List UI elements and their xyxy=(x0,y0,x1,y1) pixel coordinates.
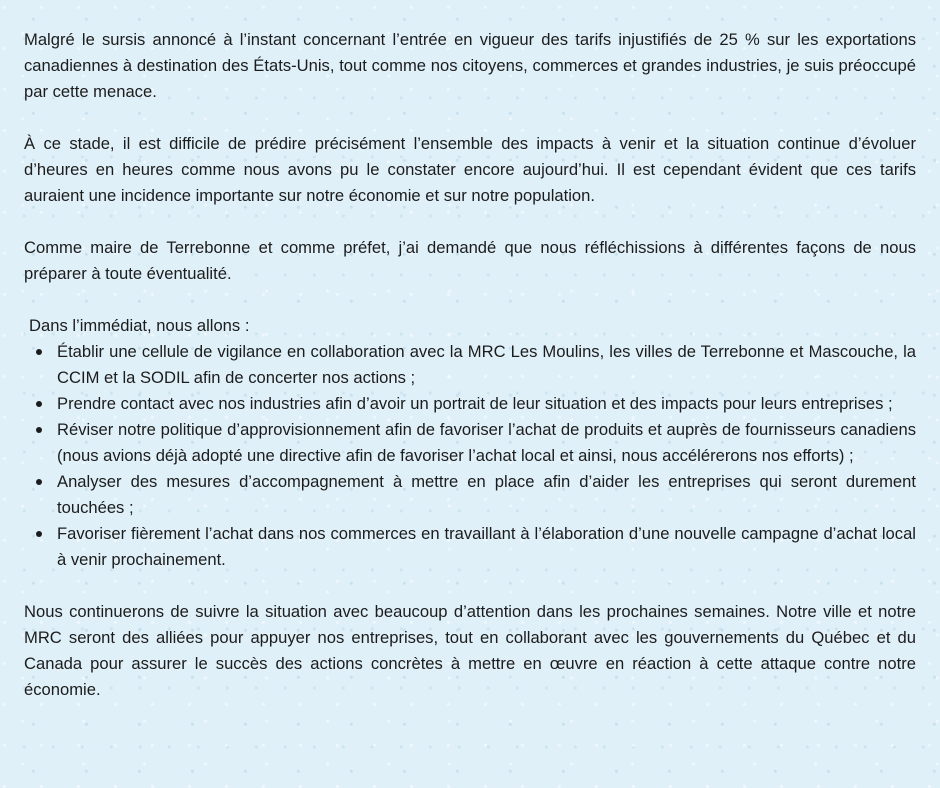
list-item xyxy=(57,339,916,391)
statement-document xyxy=(24,27,916,703)
list-item xyxy=(57,391,916,417)
actions-intro: Dans l’immédiat, nous allons : xyxy=(29,316,250,335)
action-text: Prendre contact avec nos industries afin d’avoir un portrait de leur situation et des impacts pour leurs entreprises ; xyxy=(57,394,893,413)
bullet-icon xyxy=(36,427,42,433)
bullet-icon xyxy=(36,349,42,355)
paragraph-tariff-concern: Malgré le sursis annoncé à l’instant concernant l’entrée en vigueur des tarifs injustifiés de 25 % sur les exportations canadiennes à destination des États-Unis, tout comme nos citoyens, commerces et grandes industries, je suis préoccupé par cette menace. xyxy=(24,30,916,101)
action-text: Réviser notre politique d’approvisionnement afin de favoriser l’achat de produits et auprès de fournisseurs canadiens (nous avions déjà adopté une directive afin de favoriser l’achat local et ainsi, nous accélérerons nos efforts) ; xyxy=(57,420,916,465)
bullet-icon xyxy=(36,479,42,485)
paragraph-mayor-request: Comme maire de Terrebonne et comme préfet, j’ai demandé que nous réfléchissions à différentes façons de nous préparer à toute éventualité. xyxy=(24,238,916,283)
bullet-icon xyxy=(36,531,42,537)
paragraph-closing: Nous continuerons de suivre la situation avec beaucoup d’attention dans les prochaines semaines. Notre ville et notre MRC seront des alliées pour appuyer nos entreprises, tout en collaborant avec les gouvernements du Québec et du Canada pour assurer le succès des actions concrètes à mettre en œuvre en réaction à cette attaque contre notre économie. xyxy=(24,602,916,699)
list-item xyxy=(57,521,916,573)
bullet-icon xyxy=(36,401,42,407)
action-text: Établir une cellule de vigilance en collaboration avec la MRC Les Moulins, les villes de Terrebonne et Mascouche, la CCIM et la SODIL afin de concerter nos actions ; xyxy=(57,342,916,387)
action-text: Favoriser fièrement l’achat dans nos commerces en travaillant à l’élaboration d’une nouvelle campagne d’achat local à venir prochainement. xyxy=(57,524,916,569)
action-text: Analyser des mesures d’accompagnement à mettre en place afin d’aider les entreprises qui seront durement touchées ; xyxy=(57,472,916,517)
list-item xyxy=(57,469,916,521)
paragraph-impacts: À ce stade, il est difficile de prédire précisément l’ensemble des impacts à venir et la situation continue d’évoluer d’heures en heures comme nous avons pu le constater encore aujourd’hui. Il est cependant évident que ces tarifs auraient une incidence importante sur notre économie et sur notre population. xyxy=(24,134,916,205)
actions-list xyxy=(24,339,916,573)
list-item xyxy=(57,417,916,469)
